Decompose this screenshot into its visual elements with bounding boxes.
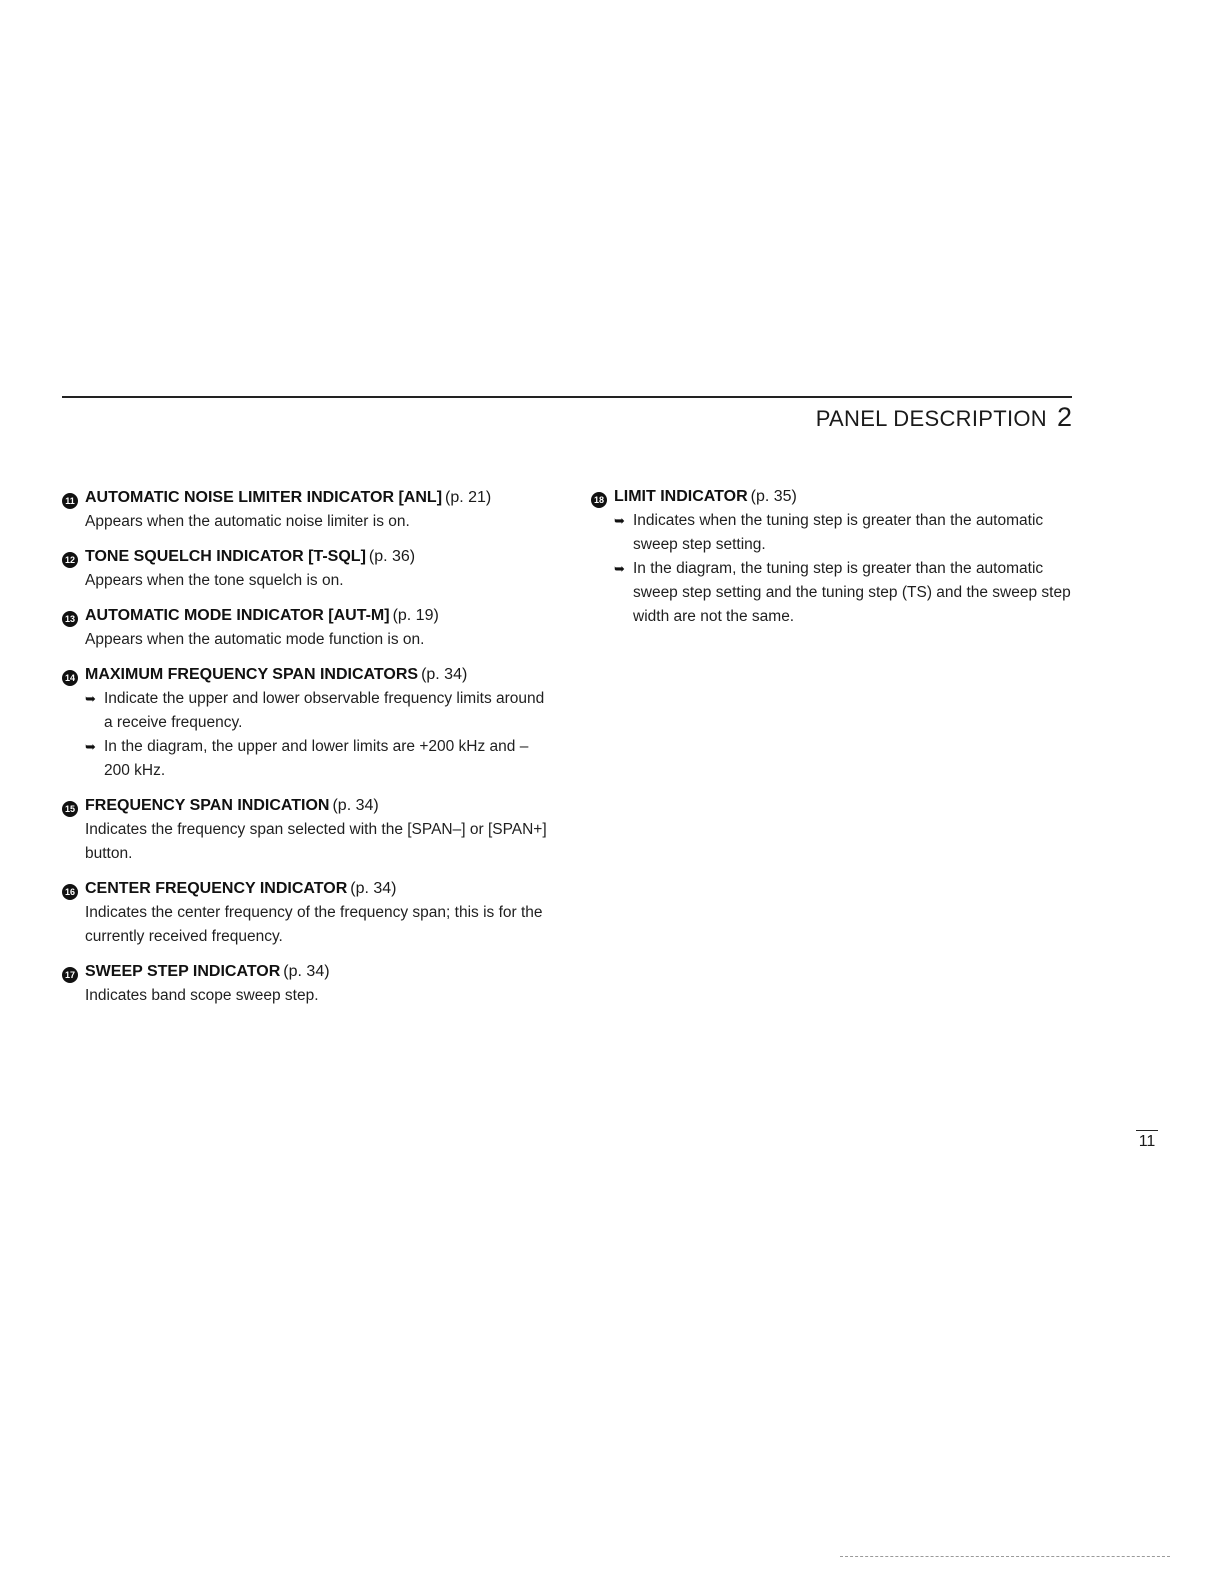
item-heading: [62, 486, 552, 510]
arrow-bullet-icon: ➥: [85, 739, 96, 754]
bullet-text: Indicate the upper and lower observable frequency limits around a receive frequency.: [104, 690, 545, 731]
page-reference: (p. 34): [350, 880, 397, 897]
circled-number-icon: 13: [62, 611, 78, 627]
item-description: Indicates band scope sweep step.: [85, 987, 319, 1004]
list-item: [62, 877, 552, 949]
left-column: [62, 486, 552, 1019]
bullet-item: [614, 557, 1081, 629]
bullet-item: [85, 735, 552, 783]
page-reference: (p. 34): [421, 666, 468, 683]
item-heading: [62, 877, 552, 901]
header-rule: [62, 396, 1072, 398]
page-number: 11: [1136, 1130, 1158, 1151]
item-title: AUTOMATIC MODE INDICATOR [AUT-M]: [85, 607, 390, 624]
circled-number-icon: 17: [62, 967, 78, 983]
page-reference: (p. 36): [368, 548, 416, 565]
item-title: TONE SQUELCH INDICATOR [T-SQL]: [85, 548, 366, 565]
bullet-item: [614, 509, 1081, 557]
item-heading: [591, 485, 1081, 509]
arrow-bullet-icon: ➥: [85, 691, 96, 706]
list-item: [62, 794, 552, 866]
list-item: [62, 663, 552, 783]
item-heading: [62, 663, 552, 687]
page-reference: (p. 34): [332, 797, 379, 814]
section-header: [816, 402, 1072, 433]
chapter-number: 2: [1056, 402, 1072, 432]
bullet-text: In the diagram, the tuning step is greater than the automatic sweep step setting and the tuning step (TS) and the sweep step width are not the same.: [633, 560, 1071, 625]
item-title: MAXIMUM FREQUENCY SPAN INDICATORS: [85, 666, 419, 683]
arrow-bullet-icon: ➥: [614, 561, 625, 576]
item-title: LIMIT INDICATOR: [614, 488, 748, 505]
arrow-bullet-icon: ➥: [614, 513, 625, 528]
right-column: [591, 485, 1081, 640]
item-description: Indicates the center frequency of the frequency span; this is for the currently received frequency.: [85, 904, 543, 945]
list-item: [62, 960, 552, 1008]
item-title: FREQUENCY SPAN INDICATION: [85, 797, 330, 814]
circled-number-icon: 18: [591, 492, 607, 508]
item-description: Appears when the automatic mode function is on.: [85, 631, 425, 648]
circled-number-icon: 11: [62, 493, 78, 509]
list-item: [591, 485, 1081, 629]
item-heading: [62, 794, 552, 818]
item-title: SWEEP STEP INDICATOR: [85, 963, 281, 980]
item-heading: [62, 545, 552, 569]
item-title: AUTOMATIC NOISE LIMITER INDICATOR [ANL]: [85, 489, 443, 506]
page-reference: (p. 21): [445, 489, 492, 506]
bullet-text: In the diagram, the upper and lower limits are +200 kHz and –200 kHz.: [104, 738, 529, 779]
circled-number-icon: 12: [62, 552, 78, 568]
page-reference: (p. 19): [392, 607, 439, 624]
item-description: Appears when the automatic noise limiter is on.: [85, 513, 410, 530]
item-description: Indicates the frequency span selected with the [SPAN–] or [SPAN+] button.: [85, 821, 547, 862]
page-reference: (p. 35): [750, 488, 797, 505]
bullet-text: Indicates when the tuning step is greater than the automatic sweep step setting.: [633, 512, 1044, 553]
list-item: [62, 604, 552, 652]
bullet-item: [85, 687, 552, 735]
item-heading: [62, 604, 552, 628]
section-title: PANEL DESCRIPTION: [815, 406, 1047, 431]
page-reference: (p. 34): [283, 963, 330, 980]
item-title: CENTER FREQUENCY INDICATOR: [85, 880, 348, 897]
list-item: [62, 545, 552, 593]
circled-number-icon: 14: [62, 670, 78, 686]
item-heading: [62, 960, 552, 984]
list-item: [62, 486, 552, 534]
scan-artifact-line: [840, 1556, 1170, 1558]
circled-number-icon: 16: [62, 884, 78, 900]
item-description: Appears when the tone squelch is on.: [85, 572, 344, 589]
circled-number-icon: 15: [62, 801, 78, 817]
